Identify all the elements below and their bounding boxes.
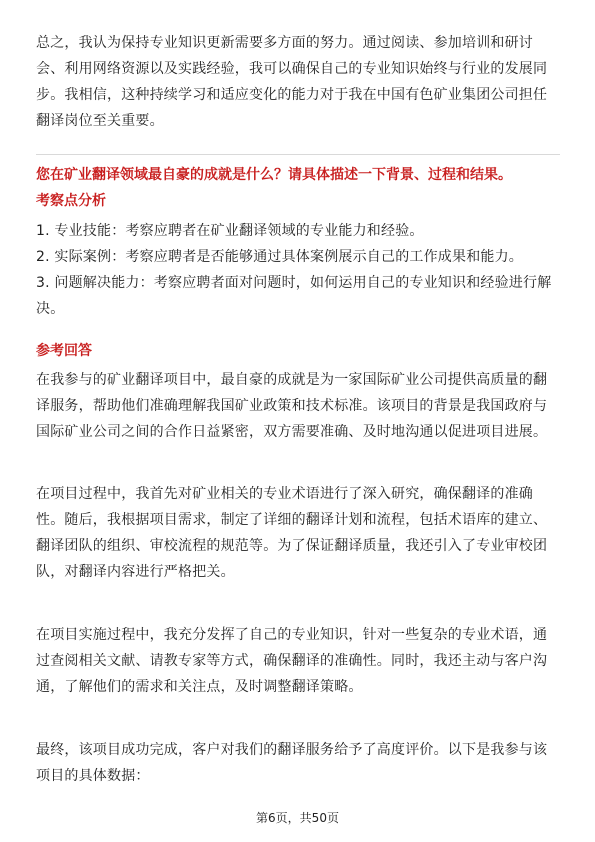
answer-paragraph: 在我参与的矿业翻译项目中，最自豪的成就是为一家国际矿业公司提供高质量的翻译服务，帮助他们准确理解我国矿业政策和技术标准。该项目的背景是我国政府与国际矿业公司之间的合作日益紧密，双方需要准确、及时地沟通以促进项目进展。 bbox=[36, 372, 548, 440]
answer-paragraph: 在项目实施过程中，我充分发挥了自己的专业知识，针对一些复杂的专业术语，通过查阅相关文献、请教专家等方式，确保翻译的准确性。同时，我还主动与客户沟通，了解他们的需求和关注点，及时调整翻译策略。 bbox=[36, 627, 548, 695]
answer-paragraph: 在项目过程中，我首先对矿业相关的专业术语进行了深入研究，确保翻译的准确性。随后，我根据项目需求，制定了详细的翻译计划和流程，包括术语库的建立、翻译团队的组织、审校流程的规范等。为了保证翻译质量，我还引入了专业审校团队，对翻译内容进行严格把关。 bbox=[36, 486, 548, 580]
section-divider bbox=[36, 154, 560, 155]
analysis-heading: 考察点分析 bbox=[36, 193, 106, 209]
intro-paragraph: 总之，我认为保持专业知识更新需要多方面的努力。通过阅读、参加培训和研讨会、利用网络资源以及实践经验，我可以确保自己的专业知识始终与行业的发展同步。我相信，这种持续学习和适应变化的能力对于我在中国有色矿业集团公司担任翻译岗位至关重要。 bbox=[36, 35, 548, 129]
answer-paragraph: 最终，该项目成功完成，客户对我们的翻译服务给予了高度评价。以下是我参与该项目的具体数据： bbox=[36, 742, 548, 784]
answer-heading: 参考回答 bbox=[36, 343, 92, 359]
intro-section bbox=[36, 30, 560, 134]
answer-paragraph-background bbox=[36, 367, 560, 445]
analysis-item: 2. 实际案例：考察应聘者是否能够通过具体案例展示自己的工作成果和能力。 bbox=[36, 249, 524, 265]
answer-paragraph-process bbox=[36, 481, 560, 585]
analysis-list bbox=[36, 218, 560, 322]
answer-paragraph-implementation bbox=[36, 622, 560, 700]
analysis-item: 1. 专业技能：考察应聘者在矿业翻译领域的专业能力和经验。 bbox=[36, 223, 424, 239]
page-number: 第6页，共50页 bbox=[256, 811, 339, 825]
answer-paragraph-result bbox=[36, 737, 560, 789]
analysis-item: 3. 问题解决能力：考察应聘者面对问题时，如何运用自己的专业知识和经验进行解决。 bbox=[36, 275, 552, 317]
question-title: 您在矿业翻译领域最自豪的成就是什么？请具体描述一下背景、过程和结果。 bbox=[36, 167, 512, 183]
